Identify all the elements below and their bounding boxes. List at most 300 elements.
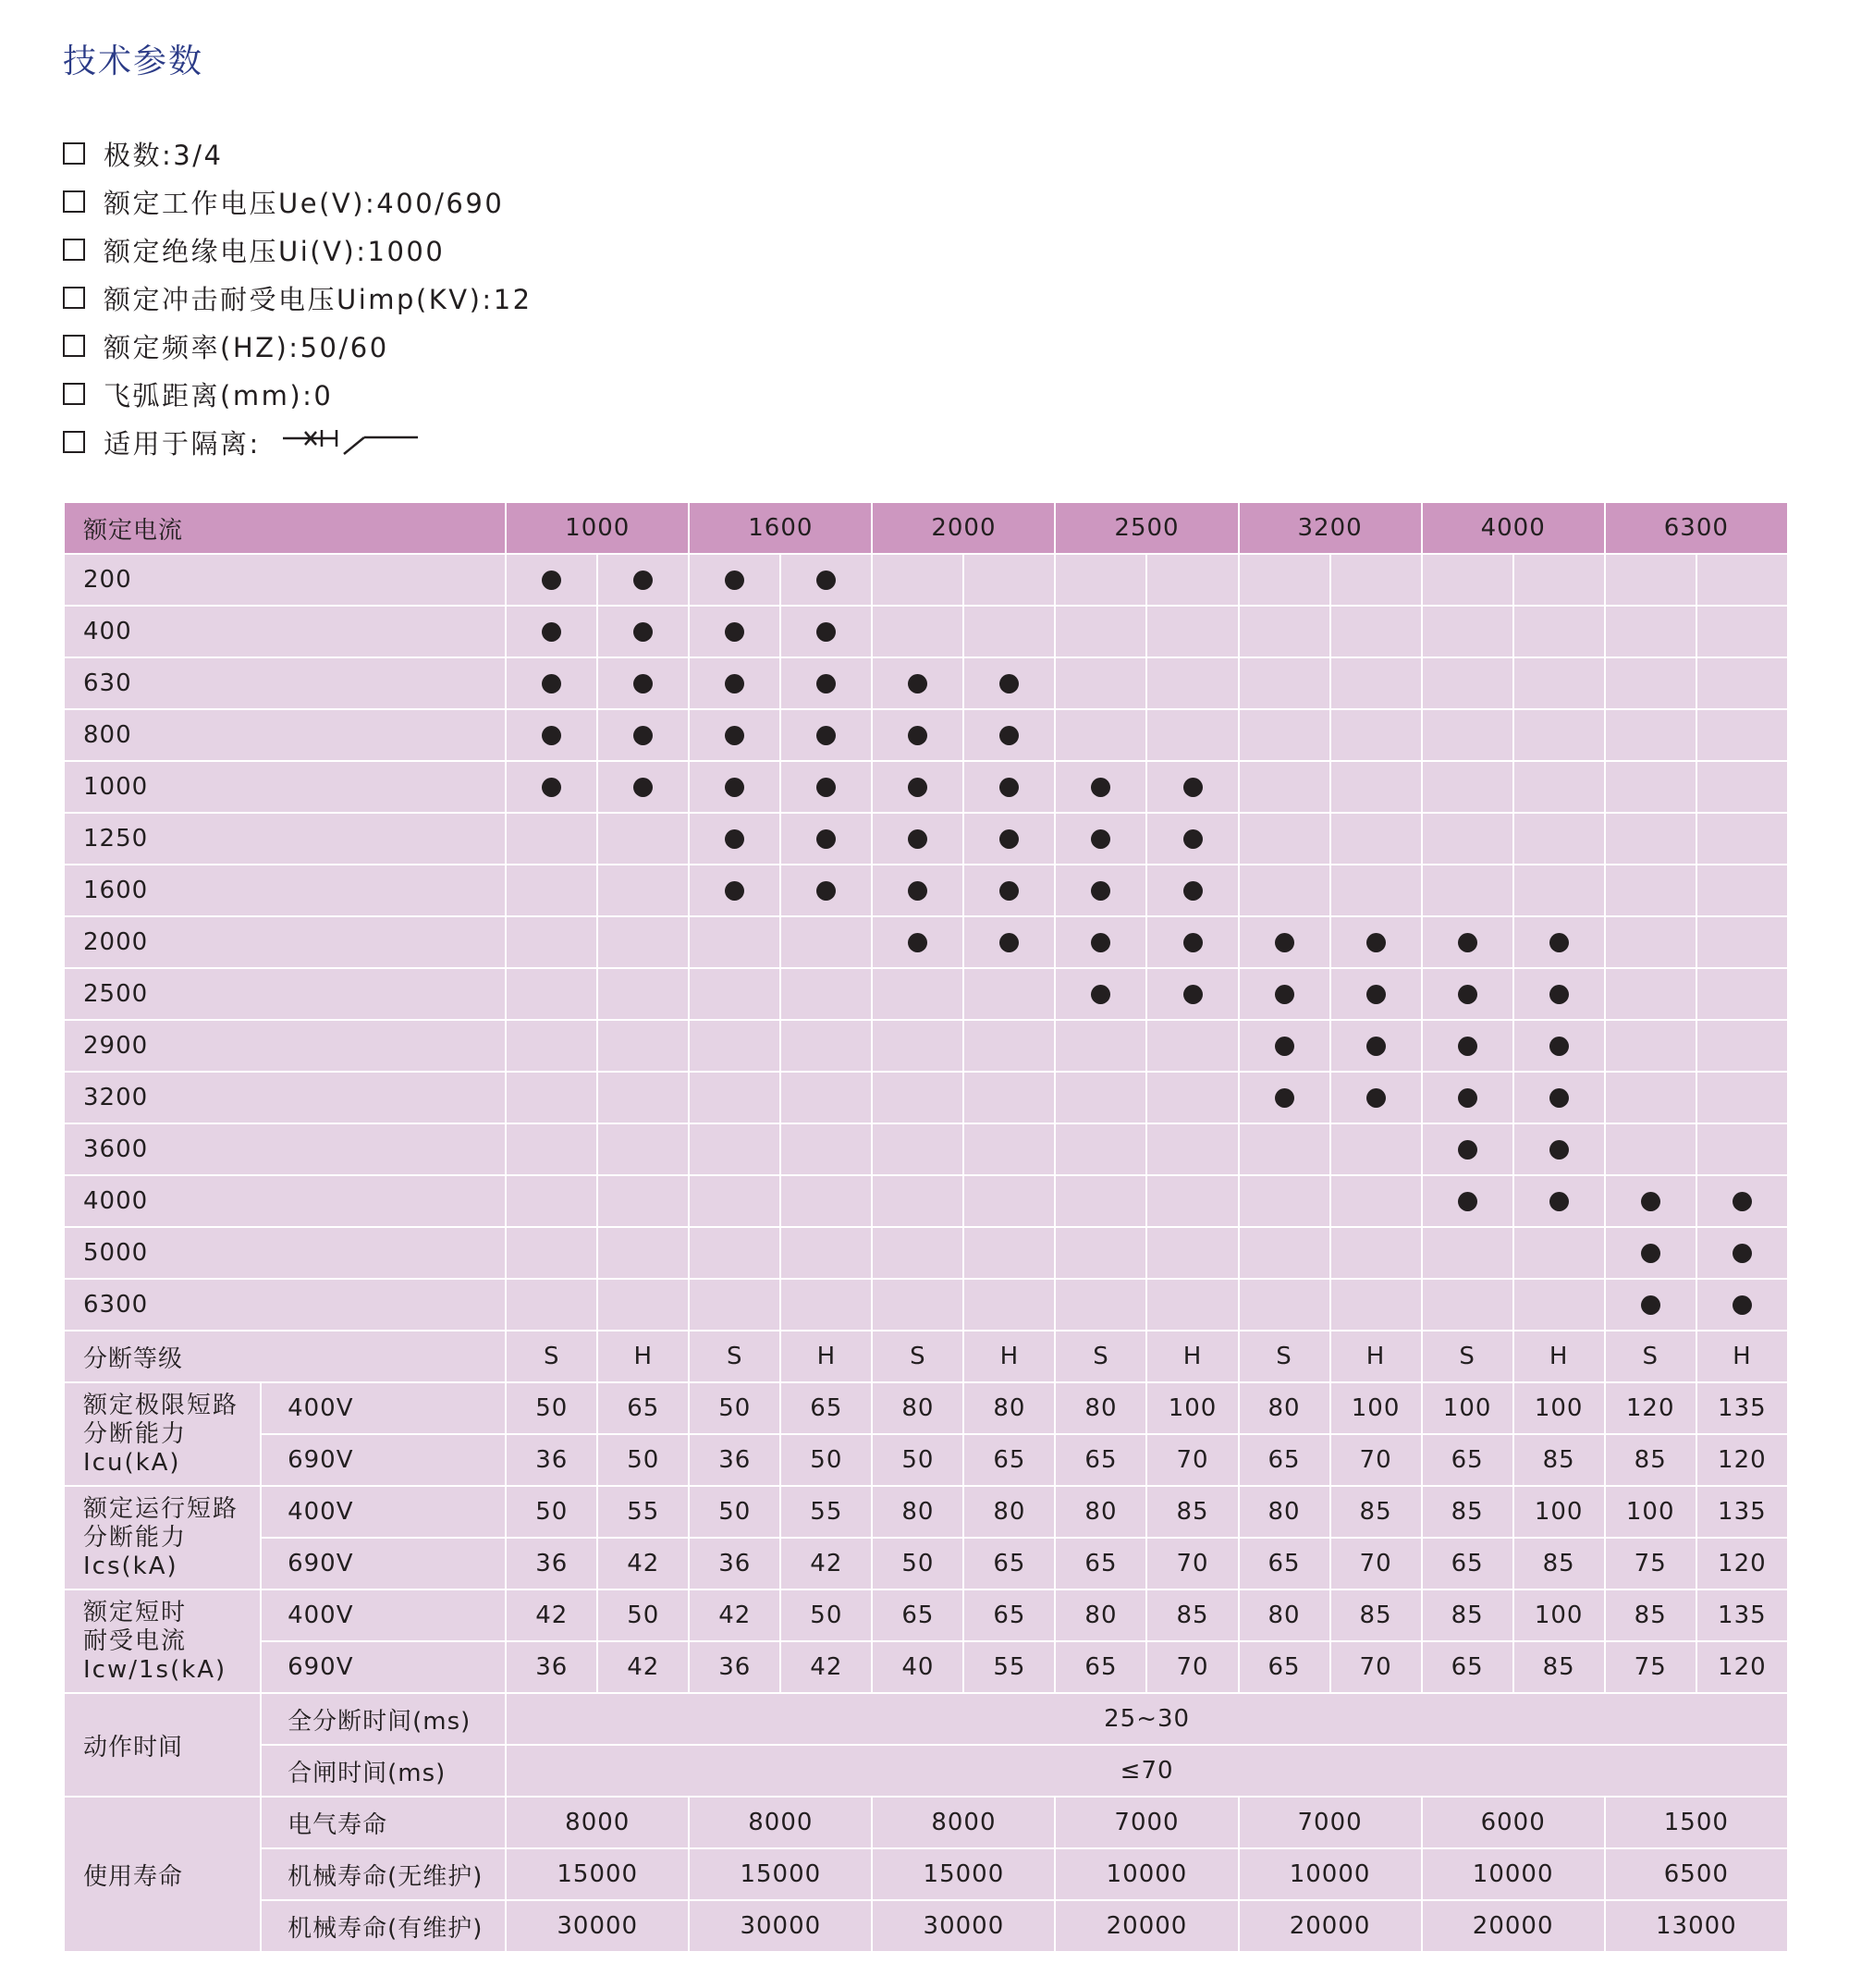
availability-dot: [542, 726, 561, 745]
spec-list: [63, 129, 533, 466]
availability-dot: [1458, 985, 1477, 1004]
availability-cell: [1239, 1175, 1330, 1227]
availability-cell: [1696, 709, 1788, 761]
availability-cell: [1330, 968, 1422, 1020]
availability-dot: [1183, 829, 1203, 849]
availability-cell: [780, 916, 872, 968]
value-cell: 120: [1605, 1382, 1696, 1434]
frame-header: 2500: [1055, 502, 1238, 554]
service-life-value: 7000: [1055, 1797, 1238, 1848]
availability-cell: [1146, 916, 1238, 968]
availability-dot: [1275, 1037, 1294, 1056]
current-label: 1000: [64, 761, 506, 813]
availability-cell: [1239, 813, 1330, 865]
availability-cell: [872, 1072, 963, 1123]
value-cell: 70: [1146, 1434, 1238, 1486]
availability-cell: [1330, 813, 1422, 865]
availability-cell: [506, 865, 597, 916]
availability-cell: [1055, 916, 1146, 968]
availability-dot: [999, 674, 1019, 693]
breaking-class-cell: H: [1513, 1331, 1605, 1382]
current-label: 2000: [64, 916, 506, 968]
availability-cell: [1422, 1279, 1513, 1331]
group-label-line: 分断能力: [83, 1419, 188, 1448]
availability-dot: [816, 778, 836, 797]
value-cell: 70: [1330, 1538, 1422, 1589]
availability-cell: [1422, 709, 1513, 761]
value-cell: 70: [1146, 1538, 1238, 1589]
availability-dot: [816, 674, 836, 693]
availability-dot: [633, 726, 653, 745]
availability-cell: [1605, 761, 1696, 813]
availability-cell: [1055, 865, 1146, 916]
availability-cell: [1696, 761, 1788, 813]
availability-cell: [1605, 709, 1696, 761]
current-row: [64, 761, 1788, 813]
availability-cell: [1513, 865, 1605, 916]
availability-cell: [506, 709, 597, 761]
value-cell: 65: [1422, 1538, 1513, 1589]
frame-header: 1000: [506, 502, 689, 554]
value-cell: 65: [963, 1434, 1055, 1486]
value-cell: 85: [1146, 1486, 1238, 1538]
availability-dot: [1091, 778, 1110, 797]
availability-cell: [1055, 1227, 1146, 1279]
availability-cell: [1422, 1072, 1513, 1123]
availability-cell: [506, 1279, 597, 1331]
availability-dot: [725, 622, 744, 642]
availability-cell: [1146, 554, 1238, 606]
availability-cell: [780, 1072, 872, 1123]
availability-cell: [963, 761, 1055, 813]
value-cell: 100: [1513, 1589, 1605, 1641]
availability-cell: [597, 1279, 689, 1331]
breaking-class-cell: S: [872, 1331, 963, 1382]
current-row: [64, 968, 1788, 1020]
service-life-sublabel: 机械寿命(无维护): [261, 1848, 506, 1900]
value-cell: 75: [1605, 1641, 1696, 1693]
value-cell: 80: [872, 1486, 963, 1538]
value-cell: 50: [872, 1434, 963, 1486]
availability-dot: [1183, 985, 1203, 1004]
current-row: [64, 657, 1788, 709]
value-cell: 50: [780, 1434, 872, 1486]
frame-header: 1600: [689, 502, 872, 554]
spec-item-poles: [63, 129, 533, 178]
service-life-value: 30000: [506, 1900, 689, 1952]
availability-cell: [1605, 813, 1696, 865]
availability-dot: [908, 778, 927, 797]
value-cell: 42: [780, 1641, 872, 1693]
value-cell: 75: [1605, 1538, 1696, 1589]
checkbox-icon: [63, 142, 85, 165]
availability-cell: [1513, 813, 1605, 865]
service-life-value: 10000: [1422, 1848, 1605, 1900]
group-label-line: Icw/1s(kA): [83, 1655, 227, 1684]
value-cell: 80: [963, 1486, 1055, 1538]
availability-dot: [1549, 985, 1569, 1004]
breaking-class-cell: H: [1146, 1331, 1238, 1382]
availability-cell: [780, 1279, 872, 1331]
availability-cell: [1330, 761, 1422, 813]
availability-cell: [597, 1175, 689, 1227]
value-cell: 100: [1513, 1486, 1605, 1538]
capacity-row: [64, 1382, 1788, 1434]
value-cell: 65: [1055, 1538, 1146, 1589]
value-cell: 36: [689, 1434, 780, 1486]
checkbox-icon: [63, 383, 85, 405]
availability-dot: [1091, 985, 1110, 1004]
group-label: [64, 1486, 261, 1589]
availability-cell: [1696, 1175, 1788, 1227]
checkbox-icon: [63, 239, 85, 261]
availability-cell: [1146, 657, 1238, 709]
availability-dot: [633, 778, 653, 797]
availability-cell: [1696, 968, 1788, 1020]
value-cell: 50: [506, 1486, 597, 1538]
capacity-row: [64, 1589, 1788, 1641]
availability-dot: [1366, 1037, 1386, 1056]
voltage-label: 400V: [261, 1486, 506, 1538]
breaking-class-cell: S: [1605, 1331, 1696, 1382]
availability-cell: [1605, 1020, 1696, 1072]
availability-cell: [1422, 1123, 1513, 1175]
value-cell: 100: [1146, 1382, 1238, 1434]
value-cell: 50: [506, 1382, 597, 1434]
spec-text: 额定绝缘电压Ui(V):1000: [104, 235, 446, 267]
availability-cell: [597, 865, 689, 916]
value-cell: 36: [506, 1641, 597, 1693]
availability-cell: [1422, 657, 1513, 709]
group-label-line: 分断能力: [83, 1523, 188, 1552]
availability-dot: [1366, 933, 1386, 952]
availability-cell: [597, 968, 689, 1020]
availability-cell: [689, 1227, 780, 1279]
availability-cell: [872, 865, 963, 916]
value-cell: 85: [1330, 1486, 1422, 1538]
availability-cell: [1239, 916, 1330, 968]
availability-cell: [1422, 554, 1513, 606]
availability-cell: [1055, 554, 1146, 606]
value-cell: 80: [1239, 1486, 1330, 1538]
availability-cell: [1605, 1175, 1696, 1227]
value-cell: 120: [1696, 1434, 1788, 1486]
current-label: 6300: [64, 1279, 506, 1331]
availability-cell: [780, 968, 872, 1020]
availability-cell: [597, 1020, 689, 1072]
breaking-class-cell: S: [689, 1331, 780, 1382]
value-cell: 65: [1239, 1538, 1330, 1589]
availability-cell: [1696, 554, 1788, 606]
breaking-class-cell: H: [1330, 1331, 1422, 1382]
availability-cell: [1696, 865, 1788, 916]
value-cell: 70: [1330, 1434, 1422, 1486]
availability-dot: [999, 726, 1019, 745]
availability-dot: [1733, 1295, 1752, 1315]
availability-cell: [1422, 968, 1513, 1020]
value-cell: 65: [963, 1589, 1055, 1641]
table-header-row: [64, 502, 1788, 554]
spec-text: 额定工作电压Ue(V):400/690: [104, 187, 505, 219]
spec-text: 飞弧距离(mm):0: [104, 379, 334, 411]
spec-item-insulation-voltage: [63, 226, 533, 274]
availability-cell: [963, 709, 1055, 761]
availability-cell: [597, 709, 689, 761]
capacity-row: [64, 1486, 1788, 1538]
availability-cell: [963, 1279, 1055, 1331]
availability-cell: [689, 1020, 780, 1072]
availability-cell: [872, 657, 963, 709]
value-cell: 36: [506, 1434, 597, 1486]
availability-cell: [506, 554, 597, 606]
current-label: 630: [64, 657, 506, 709]
availability-cell: [1239, 865, 1330, 916]
availability-cell: [1696, 813, 1788, 865]
value-cell: 80: [1055, 1382, 1146, 1434]
availability-cell: [872, 1227, 963, 1279]
availability-dot: [725, 674, 744, 693]
value-cell: 135: [1696, 1486, 1788, 1538]
availability-cell: [1513, 657, 1605, 709]
breaking-class-cell: H: [963, 1331, 1055, 1382]
current-row: [64, 1123, 1788, 1175]
availability-cell: [1513, 1279, 1605, 1331]
value-cell: 65: [872, 1589, 963, 1641]
value-cell: 65: [1422, 1434, 1513, 1486]
availability-cell: [780, 657, 872, 709]
availability-cell: [1146, 1175, 1238, 1227]
action-time-label: 动作时间: [64, 1693, 261, 1797]
availability-cell: [689, 606, 780, 657]
current-label: 3200: [64, 1072, 506, 1123]
availability-cell: [597, 554, 689, 606]
availability-cell: [1146, 968, 1238, 1020]
availability-cell: [1055, 761, 1146, 813]
availability-cell: [597, 916, 689, 968]
availability-cell: [689, 1279, 780, 1331]
availability-cell: [597, 761, 689, 813]
current-row: [64, 916, 1788, 968]
spec-item-arc-distance: [63, 370, 533, 418]
availability-dot: [633, 622, 653, 642]
availability-dot: [725, 881, 744, 901]
availability-cell: [1513, 709, 1605, 761]
availability-cell: [963, 1175, 1055, 1227]
value-cell: 80: [1239, 1589, 1330, 1641]
availability-dot: [725, 829, 744, 849]
availability-cell: [506, 761, 597, 813]
availability-dot: [1458, 1140, 1477, 1160]
value-cell: 85: [1513, 1641, 1605, 1693]
availability-cell: [689, 813, 780, 865]
checkbox-icon: [63, 190, 85, 213]
availability-cell: [1239, 709, 1330, 761]
value-cell: 36: [506, 1538, 597, 1589]
value-cell: 85: [1422, 1486, 1513, 1538]
service-life-value: 15000: [872, 1848, 1055, 1900]
value-cell: 120: [1696, 1538, 1788, 1589]
availability-cell: [1513, 606, 1605, 657]
service-life-value: 10000: [1239, 1848, 1422, 1900]
availability-cell: [1146, 1227, 1238, 1279]
availability-cell: [1696, 1279, 1788, 1331]
current-row: [64, 1072, 1788, 1123]
availability-dot: [816, 881, 836, 901]
availability-dot: [1091, 881, 1110, 901]
availability-cell: [1513, 1072, 1605, 1123]
availability-cell: [963, 554, 1055, 606]
value-cell: 55: [780, 1486, 872, 1538]
availability-cell: [1146, 709, 1238, 761]
availability-cell: [872, 1175, 963, 1227]
voltage-label: 400V: [261, 1382, 506, 1434]
value-cell: 65: [1055, 1434, 1146, 1486]
availability-cell: [506, 968, 597, 1020]
availability-dot: [1275, 933, 1294, 952]
capacity-row: [64, 1538, 1788, 1589]
value-cell: 50: [689, 1486, 780, 1538]
availability-cell: [689, 968, 780, 1020]
current-label: 1250: [64, 813, 506, 865]
availability-cell: [689, 657, 780, 709]
value-cell: 42: [689, 1589, 780, 1641]
availability-cell: [1330, 1227, 1422, 1279]
service-life-value: 10000: [1055, 1848, 1238, 1900]
availability-dot: [908, 726, 927, 745]
availability-cell: [963, 865, 1055, 916]
availability-cell: [1696, 1020, 1788, 1072]
availability-cell: [1422, 761, 1513, 813]
breaking-class-label: 分断等级: [64, 1331, 506, 1382]
checkbox-icon: [63, 431, 85, 453]
availability-cell: [1330, 554, 1422, 606]
availability-cell: [1330, 916, 1422, 968]
availability-cell: [597, 1072, 689, 1123]
service-life-sublabel: 电气寿命: [261, 1797, 506, 1848]
availability-dot: [1458, 933, 1477, 952]
availability-dot: [1366, 985, 1386, 1004]
availability-cell: [1696, 916, 1788, 968]
availability-dot: [1183, 933, 1203, 952]
availability-cell: [1422, 606, 1513, 657]
availability-cell: [1330, 606, 1422, 657]
availability-cell: [1422, 1175, 1513, 1227]
availability-cell: [1513, 761, 1605, 813]
availability-cell: [872, 1279, 963, 1331]
group-label-line: Ics(kA): [83, 1552, 178, 1580]
spec-text: 额定频率(HZ):50/60: [104, 331, 389, 363]
availability-cell: [1330, 865, 1422, 916]
availability-cell: [1146, 1279, 1238, 1331]
availability-dot: [542, 571, 561, 590]
value-cell: 100: [1605, 1486, 1696, 1538]
frame-header: 4000: [1422, 502, 1605, 554]
availability-dot: [1549, 1037, 1569, 1056]
service-life-value: 7000: [1239, 1797, 1422, 1848]
availability-cell: [1239, 554, 1330, 606]
availability-cell: [1239, 1123, 1330, 1175]
frame-header: 6300: [1605, 502, 1788, 554]
availability-cell: [1239, 1020, 1330, 1072]
availability-cell: [1513, 1020, 1605, 1072]
availability-cell: [597, 813, 689, 865]
value-cell: 50: [597, 1589, 689, 1641]
current-row: [64, 554, 1788, 606]
availability-cell: [1330, 657, 1422, 709]
voltage-label: 690V: [261, 1538, 506, 1589]
availability-cell: [506, 606, 597, 657]
availability-cell: [1239, 606, 1330, 657]
value-cell: 135: [1696, 1589, 1788, 1641]
page-title: 技术参数: [63, 43, 204, 80]
availability-dot: [908, 674, 927, 693]
group-label: [64, 1382, 261, 1486]
availability-cell: [1605, 968, 1696, 1020]
availability-dot: [1549, 933, 1569, 952]
availability-cell: [1422, 1020, 1513, 1072]
availability-cell: [1055, 1072, 1146, 1123]
availability-cell: [963, 1020, 1055, 1072]
availability-dot: [816, 571, 836, 590]
availability-cell: [1055, 709, 1146, 761]
service-life-value: 1500: [1605, 1797, 1788, 1848]
availability-cell: [506, 1175, 597, 1227]
value-cell: 50: [872, 1538, 963, 1589]
availability-cell: [1605, 606, 1696, 657]
availability-cell: [872, 968, 963, 1020]
availability-cell: [1239, 1227, 1330, 1279]
value-cell: 85: [1605, 1434, 1696, 1486]
availability-cell: [689, 1175, 780, 1227]
availability-dot: [908, 933, 927, 952]
availability-dot: [542, 622, 561, 642]
availability-dot: [1458, 1088, 1477, 1108]
header-label: 额定电流: [64, 502, 506, 554]
availability-dot: [908, 881, 927, 901]
service-life-value: 30000: [872, 1900, 1055, 1952]
availability-dot: [1641, 1295, 1660, 1315]
availability-dot: [816, 726, 836, 745]
value-cell: 65: [963, 1538, 1055, 1589]
service-life-value: 13000: [1605, 1900, 1788, 1952]
availability-cell: [1513, 1227, 1605, 1279]
availability-cell: [1605, 916, 1696, 968]
availability-cell: [1422, 916, 1513, 968]
availability-dot: [816, 829, 836, 849]
availability-cell: [597, 1123, 689, 1175]
spec-item-isolation: [63, 418, 533, 466]
availability-cell: [1146, 1123, 1238, 1175]
availability-cell: [597, 1227, 689, 1279]
action-time-row: [64, 1745, 1788, 1797]
service-life-label: 使用寿命: [64, 1797, 261, 1952]
availability-cell: [872, 1020, 963, 1072]
availability-dot: [725, 726, 744, 745]
value-cell: 85: [1513, 1538, 1605, 1589]
availability-cell: [1513, 1175, 1605, 1227]
voltage-label: 690V: [261, 1434, 506, 1486]
value-cell: 55: [597, 1486, 689, 1538]
service-life-value: 8000: [506, 1797, 689, 1848]
availability-cell: [963, 1123, 1055, 1175]
availability-cell: [780, 1020, 872, 1072]
availability-dot: [633, 571, 653, 590]
availability-cell: [597, 657, 689, 709]
availability-dot: [1733, 1244, 1752, 1263]
capacity-row: [64, 1641, 1788, 1693]
value-cell: 55: [963, 1641, 1055, 1693]
service-life-value: 20000: [1239, 1900, 1422, 1952]
